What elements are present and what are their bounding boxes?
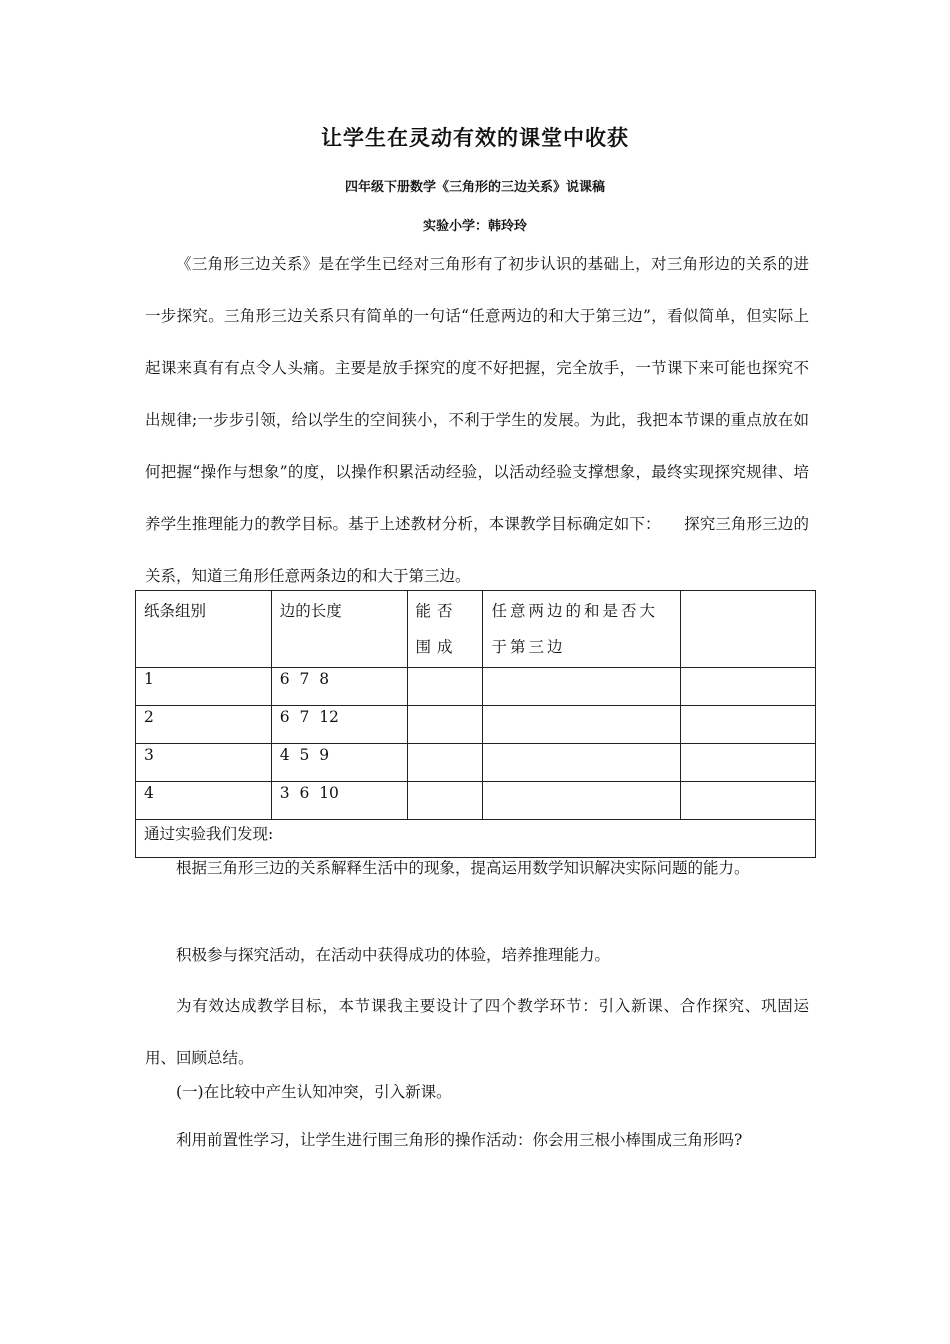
table-row	[136, 744, 816, 782]
experiment-table	[135, 590, 816, 858]
body-paragraph: 利用前置性学习，让学生进行围三角形的操作活动：你会用三根小棒围成三角形吗?	[176, 1131, 743, 1149]
table-header-cell: 边的长度	[271, 591, 407, 668]
table-cell	[407, 782, 483, 820]
table-cell	[407, 744, 483, 782]
table-cell	[681, 706, 816, 744]
table-cell	[483, 668, 681, 706]
table-cell: 3	[136, 744, 272, 782]
table-cell: 6 7 8	[271, 668, 407, 706]
document-author: 实验小学：韩玲玲	[422, 219, 527, 234]
table-cell	[407, 668, 483, 706]
body-paragraph: 积极参与探究活动，在活动中获得成功的体验，培养推理能力。	[176, 946, 611, 964]
table-header-cell	[681, 591, 816, 668]
table-row	[136, 782, 816, 820]
table-header-cell: 任意两边的和是否大于第三边	[483, 591, 681, 668]
table-row	[136, 706, 816, 744]
table-cell	[681, 668, 816, 706]
table-cell	[681, 744, 816, 782]
table-header-cell: 能否围成	[407, 591, 483, 668]
table-cell: 2	[136, 706, 272, 744]
body-paragraph: 根据三角形三边的关系解释生活中的现象，提高运用数学知识解决实际问题的能力。	[176, 859, 750, 877]
table-cell: 3 6 10	[271, 782, 407, 820]
table-row	[136, 668, 816, 706]
table-cell	[483, 706, 681, 744]
table-cell: 4 5 9	[271, 744, 407, 782]
document-subtitle: 四年级下册数学《三角形的三边关系》说课稿	[344, 180, 605, 195]
table-cell: 6 7 12	[271, 706, 407, 744]
table-header-cell: 纸条组别	[136, 591, 272, 668]
table-cell: 4	[136, 782, 272, 820]
table-cell: 1	[136, 668, 272, 706]
table-cell	[483, 782, 681, 820]
table-cell	[407, 706, 483, 744]
table-footer-cell: 通过实验我们发现:	[136, 820, 816, 858]
intro-paragraph: 《三角形三边关系》是在学生已经对三角形有了初步认识的基础上，对三角形边的关系的进一步探究。三角形三边关系只有简单的一句话“任意两边的和大于第三边”，看似简单，但实际上起课来真有有点令人头痛。主要是放手探究的度不好把握，完全放手，一节课下来可能也探究不出规律;一步步引领，给以学生的空间狭小，不利于学生的发展。为此，我把本节课的重点放在如何把握“操作与想象”的度，以操作积累活动经验，以活动经验支撑想象，最终实现探究规律、培养学生推理能力的教学目标。基于上述教材分析，本课教学目标确定如下： 探究三角形三边的关系，知道三角形任意两条边的和大于第三边。	[145, 255, 809, 585]
table-cell	[483, 744, 681, 782]
section-heading: (一)在比较中产生认知冲突，引入新课。	[176, 1083, 452, 1101]
table-header-row	[136, 591, 816, 668]
document-title: 让学生在灵动有效的课堂中收获	[321, 126, 629, 150]
body-paragraph: 为有效达成教学目标，本节课我主要设计了四个教学环节：引入新课、合作探究、巩固运用、回顾总结。	[145, 997, 809, 1067]
table-cell	[681, 782, 816, 820]
